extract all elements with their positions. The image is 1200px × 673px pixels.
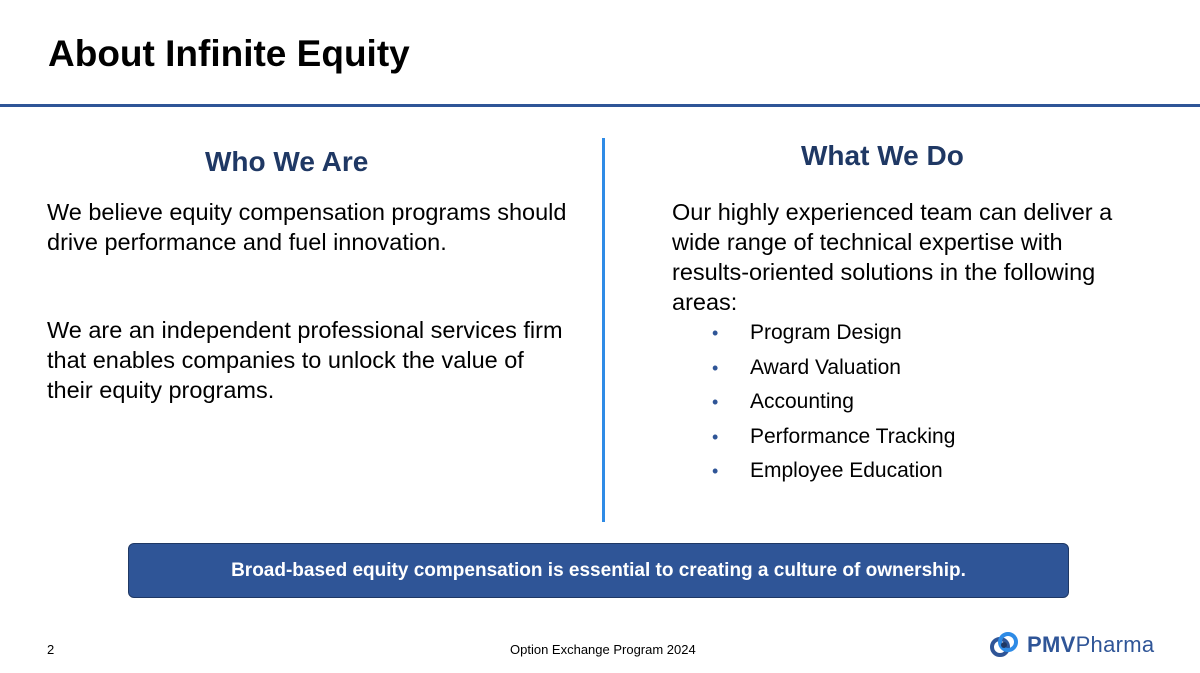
list-item <box>712 353 955 388</box>
service-label: Program Design <box>750 321 902 344</box>
who-we-are-heading: Who We Are <box>205 146 369 177</box>
pmv-pharma-logo-icon <box>987 628 1021 662</box>
page-number: 2 <box>47 642 55 657</box>
list-item <box>712 456 955 491</box>
service-label: Employee Education <box>750 459 943 482</box>
bullet-icon: • <box>712 357 719 378</box>
footer-caption: Option Exchange Program 2024 <box>510 642 696 657</box>
ownership-banner <box>128 543 1069 598</box>
bullet-icon: • <box>712 426 719 447</box>
column-divider <box>602 138 605 522</box>
bullet-icon: • <box>712 323 719 343</box>
bullet-icon: • <box>712 392 719 412</box>
who-we-are-paragraph-1: We believe equity compensation programs should drive performance and fuel innovation. <box>47 199 567 255</box>
banner-text: Broad-based equity compensation is essential to creating a culture of ownership. <box>231 559 966 581</box>
service-label: Award Valuation <box>750 355 901 379</box>
who-we-are-paragraph-2: We are an independent professional services firm that enables companies to unlock the value of their equity programs. <box>47 317 563 403</box>
list-item <box>712 387 955 422</box>
logo-wordmark <box>1027 632 1154 658</box>
services-list <box>712 318 955 491</box>
logo-wordmark-regular: Pharma <box>1075 632 1155 657</box>
list-item <box>712 318 955 353</box>
company-logo <box>987 628 1154 662</box>
title-underline <box>0 104 1200 107</box>
service-label: Performance Tracking <box>750 424 956 448</box>
what-we-do-heading: What We Do <box>801 140 964 171</box>
list-item <box>712 422 955 457</box>
bullet-icon: • <box>712 461 719 481</box>
logo-wordmark-bold: PMV <box>1027 632 1076 657</box>
what-we-do-intro: Our highly experienced team can deliver a wide range of technical expertise with results-oriented solutions in the following areas: <box>672 199 1113 315</box>
service-label: Accounting <box>750 390 854 413</box>
slide-title: About Infinite Equity <box>48 33 410 74</box>
